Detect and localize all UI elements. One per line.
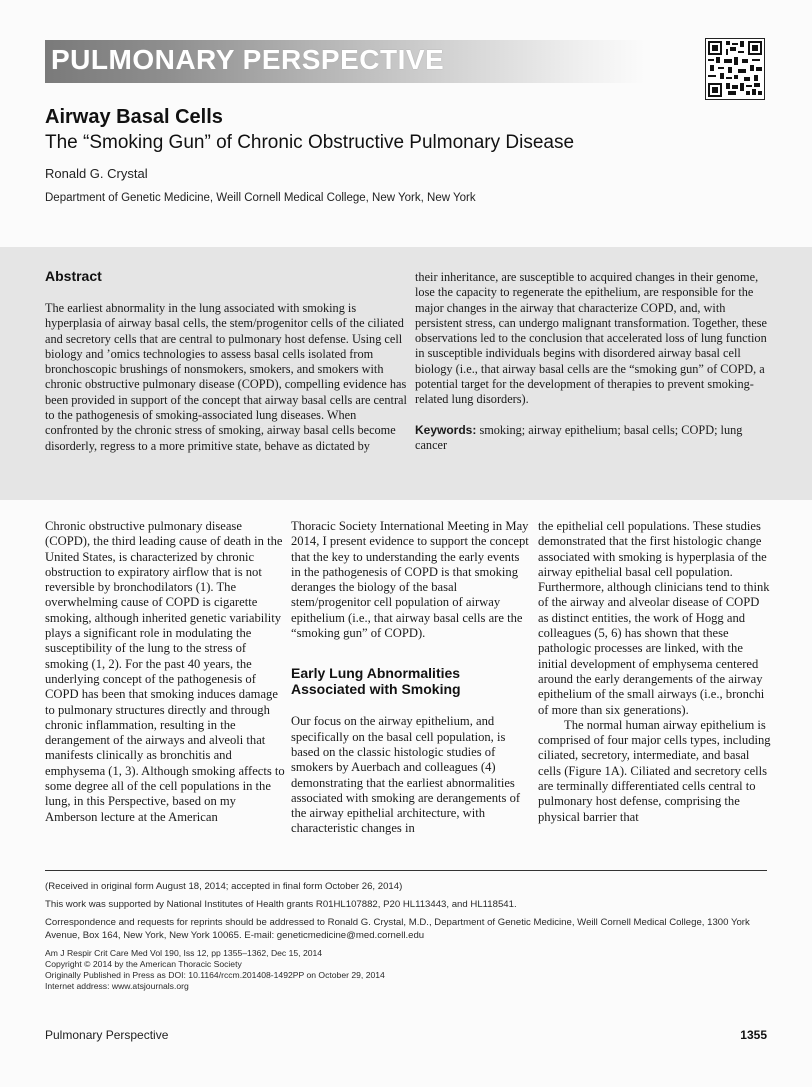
received-dates: (Received in original form August 18, 2014; accepted in final form October 26, 2014)	[45, 881, 403, 892]
doi: Originally Published in Press as DOI: 10.1164/rccm.201408-1492PP on October 29, 2014	[45, 970, 385, 980]
body-column-1	[45, 519, 285, 825]
article-title: Airway Basal Cells	[45, 106, 223, 128]
footnote-divider	[45, 870, 767, 871]
footer-section-name: Pulmonary Perspective	[45, 1028, 169, 1042]
page-number: 1355	[740, 1028, 767, 1042]
abstract-heading: Abstract	[45, 268, 102, 284]
author-affiliation: Department of Genetic Medicine, Weill Cornell Medical College, New York, New York	[45, 192, 476, 204]
body-paragraph: Our focus on the airway epithelium, and specifically on the basal cell population, is based on the classic histologic studies of smokers by Auerbach and colleagues (4) demonstrating that the earliest abnormalities associated with smoking are derangements of the airway epithelial architecture, with characteristic changes in	[291, 714, 521, 836]
publication-info	[45, 948, 775, 992]
copyright: Copyright © 2014 by the American Thoracic Society	[45, 959, 242, 969]
section-banner	[45, 40, 645, 83]
body-paragraph: Chronic obstructive pulmonary disease (COPD), the third leading cause of death in the United States, is characterized by chronic obstruction to expiratory airflow that is not reversible by bronchodilators (1). The overwhelming cause of COPD is cigarette smoking, although inherited genetic variability plays a significant role in modulating the susceptibility of the lung to the stress of smoking (1, 2). For the past 40 years, the underlying concept of the pathogenesis of COPD has been that smoking induces damage to pulmonary structures directly and through chronic inflammation, resulting in the derangement of the airways and alveoli that manifests clinically as bronchitis and emphysema (1, 3). Although smoking affects to some degree all of the cell populations in the lung, in this Perspective, based on my Amberson lecture at the American	[45, 519, 285, 824]
keywords	[415, 423, 775, 454]
qr-code-icon[interactable]	[705, 38, 765, 100]
body-column-3	[538, 519, 772, 825]
abstract-text-left	[45, 301, 410, 454]
keywords-label: Keywords:	[415, 422, 477, 437]
abstract-paragraph-left: The earliest abnormality in the lung associated with smoking is hyperplasia of airway basal cells, the stem/progenitor cells of the ciliated and secretory cells that are central to pulmonary host defense. Using cell biology and ’omics technologies to assess basal cells isolated from bronchoscopic brushings of nonsmokers, smokers, and smokers with chronic obstructive pulmonary disease (COPD), compelling evidence has been provided in support of the concept that airway basal cells are central to the pathogenesis of smoking-associated lung diseases. When confronted by the chronic stress of smoking, airway basal cells become disorderly, regress to a more primitive state, behave as dictated by	[45, 301, 407, 453]
section-banner-label: PULMONARY PERSPECTIVE	[51, 44, 445, 75]
abstract-text-right	[415, 270, 775, 453]
body-paragraph: The normal human airway epithelium is comprised of four major cells types, including ciliated, secretory, intermediate, and basal cells (Figure 1A). Ciliated and secretory cells are terminally differentiated cells central to pulmonary host defense, comprising the physical barrier that	[538, 717, 771, 824]
keywords-list: smoking; airway epithelium; basal cells; COPD; lung cancer	[415, 422, 743, 452]
article-subtitle: The “Smoking Gun” of Chronic Obstructive Pulmonary Disease	[45, 132, 575, 153]
section-heading: Early Lung Abnormalities Associated with Smoking	[291, 665, 461, 698]
body-column-2	[291, 519, 531, 837]
funding-note: This work was supported by National Institutes of Health grants R01HL107882, P20 HL113443, and HL118541.	[45, 899, 517, 910]
author-name: Ronald G. Crystal	[45, 166, 148, 181]
correspondence-note: Correspondence and requests for reprints should be addressed to Ronald G. Crystal, M.D., Department of Genetic Medicine, Weill Cornell Medical College, 1300 York Avenue, Box 164, New York, New York 10065. E-mail: geneticmedicine@med.cornell.edu	[45, 917, 750, 941]
body-paragraph: Thoracic Society International Meeting in May 2014, I present evidence to support the concept that the key to understanding the early events in the pathogenesis of COPD is that smoking deranges the biology of the basal stem/progenitor cell population of airway epithelium (i.e., that airway basal cells are the “smoking gun” of COPD).	[291, 519, 529, 641]
internet-address: Internet address: www.atsjournals.org	[45, 981, 189, 991]
footnotes	[45, 880, 775, 992]
body-paragraph: the epithelial cell populations. These studies demonstrated that the first histologic change associated with smoking is hyperplasia of the airway epithelial basal cell population. Furthermore, although clinicians tend to think of the airway and alveolar disease of COPD as distinct entities, the work of Hogg and colleagues (5, 6) has shown that these pathologic processes are linked, with the initial development of emphysema centered around the early derangements of the airway epithelium of the small airways (i.e., bronchi of more than six generations).	[538, 519, 770, 717]
abstract-paragraph-right: their inheritance, are susceptible to acquired changes in their genome, lose the capacity to regenerate the epithelium, are responsible for the major changes in the airway that characterize COPD, and, with persistent stress, can undergo malignant transformation. Together, these observations led to the conclusion that accelerated loss of lung function in susceptible individuals begins with disordered airway basal cell biology (i.e., that airway basal cells are the “smoking gun” of COPD, a potential target for the development of therapies to prevent smoking-related lung disorders).	[415, 270, 767, 407]
citation: Am J Respir Crit Care Med Vol 190, Iss 12, pp 1355–1362, Dec 15, 2014	[45, 948, 323, 958]
